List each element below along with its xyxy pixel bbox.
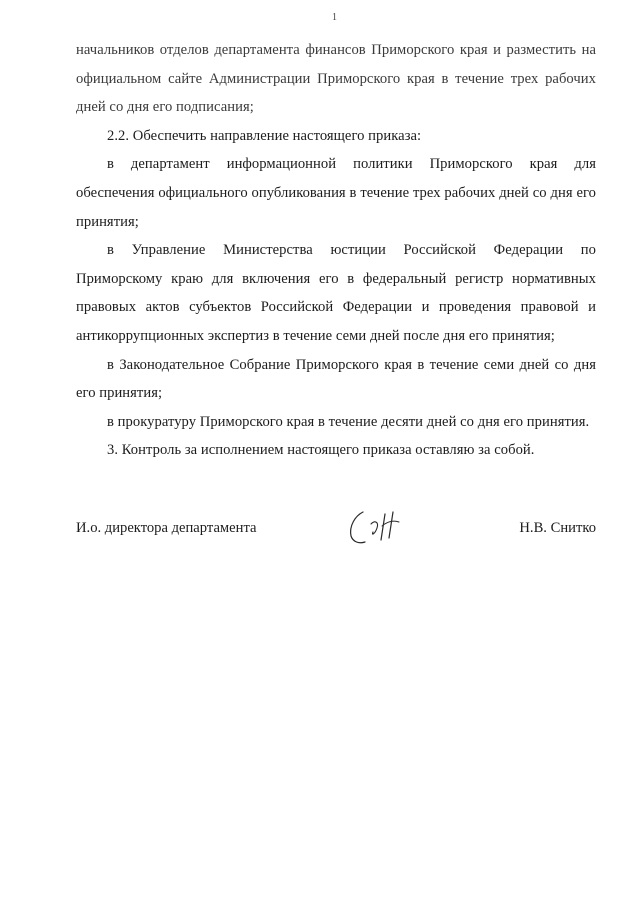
document-body <box>76 36 596 465</box>
paragraph-publication-instructions: начальников отделов департамента финансов Приморского края и разместить на официальном сайте Администрации Приморского края в течение трех рабочих дней со дня его подписания; <box>76 42 596 116</box>
paragraph-clause-2-2: 2.2. Обеспечить направление настоящего приказа: <box>107 127 422 144</box>
paragraph-info-policy-department: в департамент информационной политики Приморского края для обеспечения официального опубликования в течение трех рабочих дней со дня его принятия; <box>76 156 596 230</box>
signatory-name: Н.В. Снитко <box>519 520 596 536</box>
paragraph-clause-3-control: 3. Контроль за исполнением настоящего приказа оставляю за собой. <box>107 442 535 459</box>
signature-block <box>76 520 596 550</box>
page-number: 1 <box>332 12 337 23</box>
paragraph-ministry-of-justice: в Управление Министерства юстиции Российской Федерации по Приморскому краю для включения его в федеральный регистр нормативных правовых актов субъектов Российской Федерации и проведения правовой и антикоррупционных экспертиз в течение семи дней после дня его принятия; <box>76 242 596 344</box>
signatory-title: И.о. директора департамента <box>76 520 257 536</box>
paragraph-prosecutor-office: в прокуратуру Приморского края в течение десяти дней со дня его принятия. <box>107 413 590 430</box>
paragraph-legislative-assembly: в Законодательное Собрание Приморского края в течение семи дней со дня его принятия; <box>76 356 596 402</box>
handwritten-signature <box>341 504 421 548</box>
